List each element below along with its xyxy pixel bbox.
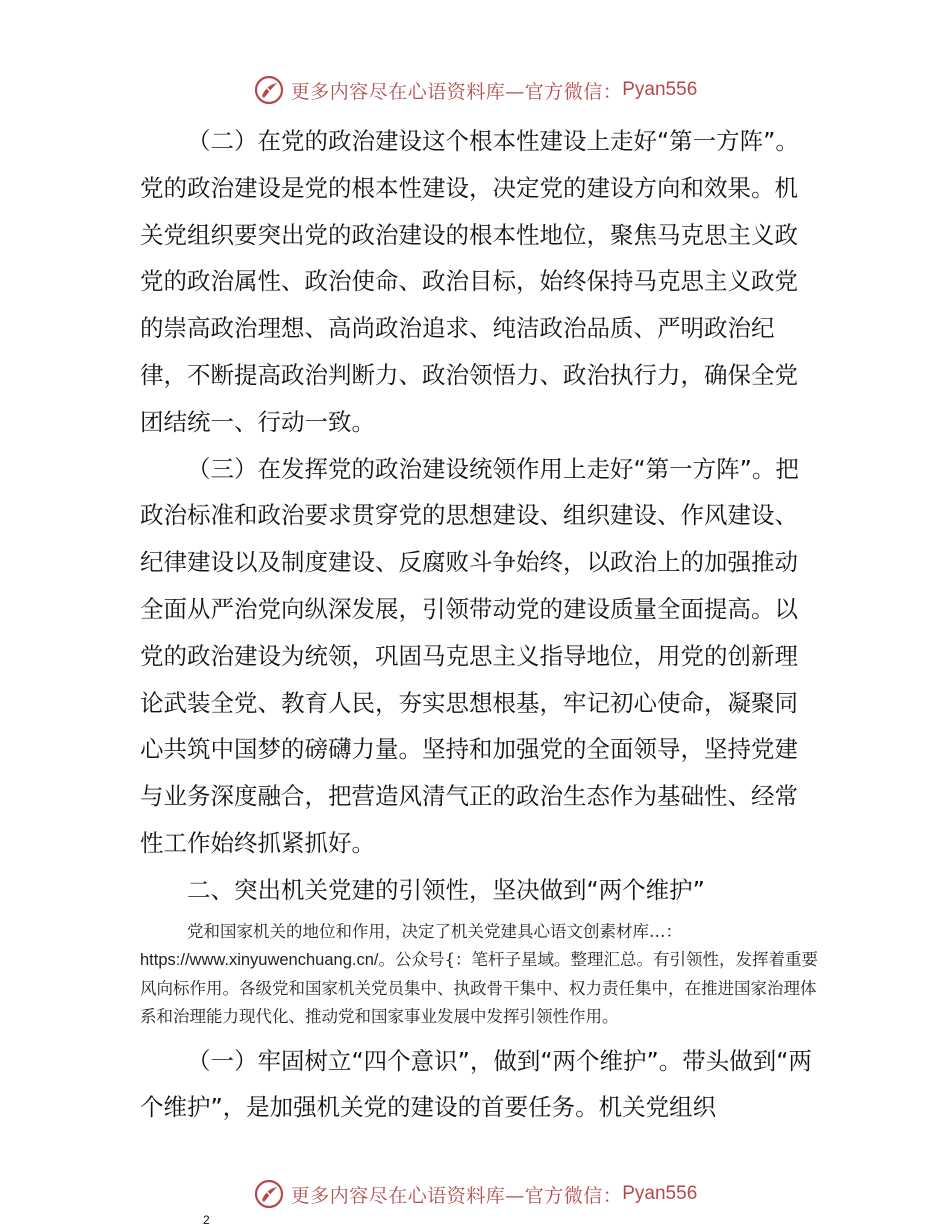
small-text-b: 。公众号{：笔杆子星域。整理汇总。有引领性，发挥着重要风向标作用。各级党和国家机关党员集中、执政骨干集中、权力责任集中，在推进国家治理体系和治理能力现代化、推动党和国家事业发展中发挥引领性作用。 (140, 950, 818, 1027)
banner-wechat-id: Pyan556 (622, 79, 698, 100)
banner-text: 更多内容尽在心语资料库—官方微信： (290, 1184, 623, 1207)
banner-text: 更多内容尽在心语资料库—官方微信： (290, 80, 623, 103)
header-banner (0, 70, 950, 110)
footer-banner (0, 1174, 950, 1214)
paragraph: （二）在党的政治建设这个根本性建设上走好“第一方阵”。党的政治建设是党的根本性建设，决定党的建设方向和效果。机关党组织要突出党的政治建设的根本性地位，聚焦马克思主义政党的政治属性、政治使命、政治目标，始终保持马克思主义政党的崇高政治理想、高尚政治追求、纯洁政治品质、严明政治纪律，不断提高政治判断力、政治领悟力、政治执行力，确保全党团结统一、行动一致。 (140, 127, 799, 436)
small-paragraph (140, 918, 820, 1032)
brand-logo-icon (253, 74, 285, 106)
paragraph: （三）在发挥党的政治建设统领作用上走好“第一方阵”。把政治标准和政治要求贯穿党的思想建设、组织建设、作风建设、纪律建设以及制度建设、反腐败斗争始终，以政治上的加强推动全面从严治党向纵深发展，引领带动党的建设质量全面提高。以党的政治建设为统领，巩固马克思主义指导地位，用党的创新理论武装全党、教育人民，夯实思想根基，牢记初心使命，凝聚同心共筑中国梦的磅礴力量。坚持和加强党的全面领导，坚持党建与业务深度融合，把营造风清气正的政治生态作为基础性、经常性工作始终抓紧抓好。 (140, 454, 799, 857)
banner-wechat-id: Pyan556 (622, 1183, 698, 1204)
page-number: 2 (203, 1213, 210, 1227)
document-body (140, 118, 820, 1131)
paragraph: （一）牢固树立“四个意识”，做到“两个维护”。带头做到“两个维护”，是加强机关党的建设的首要任务。机关党组织 (140, 1046, 812, 1122)
url-link[interactable]: https://www.xinyuwenchuang.cn/ (140, 951, 379, 970)
brand-logo-icon (253, 1178, 285, 1210)
section-heading: 二、突出机关党建的引领性，坚决做到“两个维护” (187, 875, 705, 904)
small-text-a: 党和国家机关的地位和作用，决定了机关党建具心语文创素材库…： (187, 921, 682, 941)
